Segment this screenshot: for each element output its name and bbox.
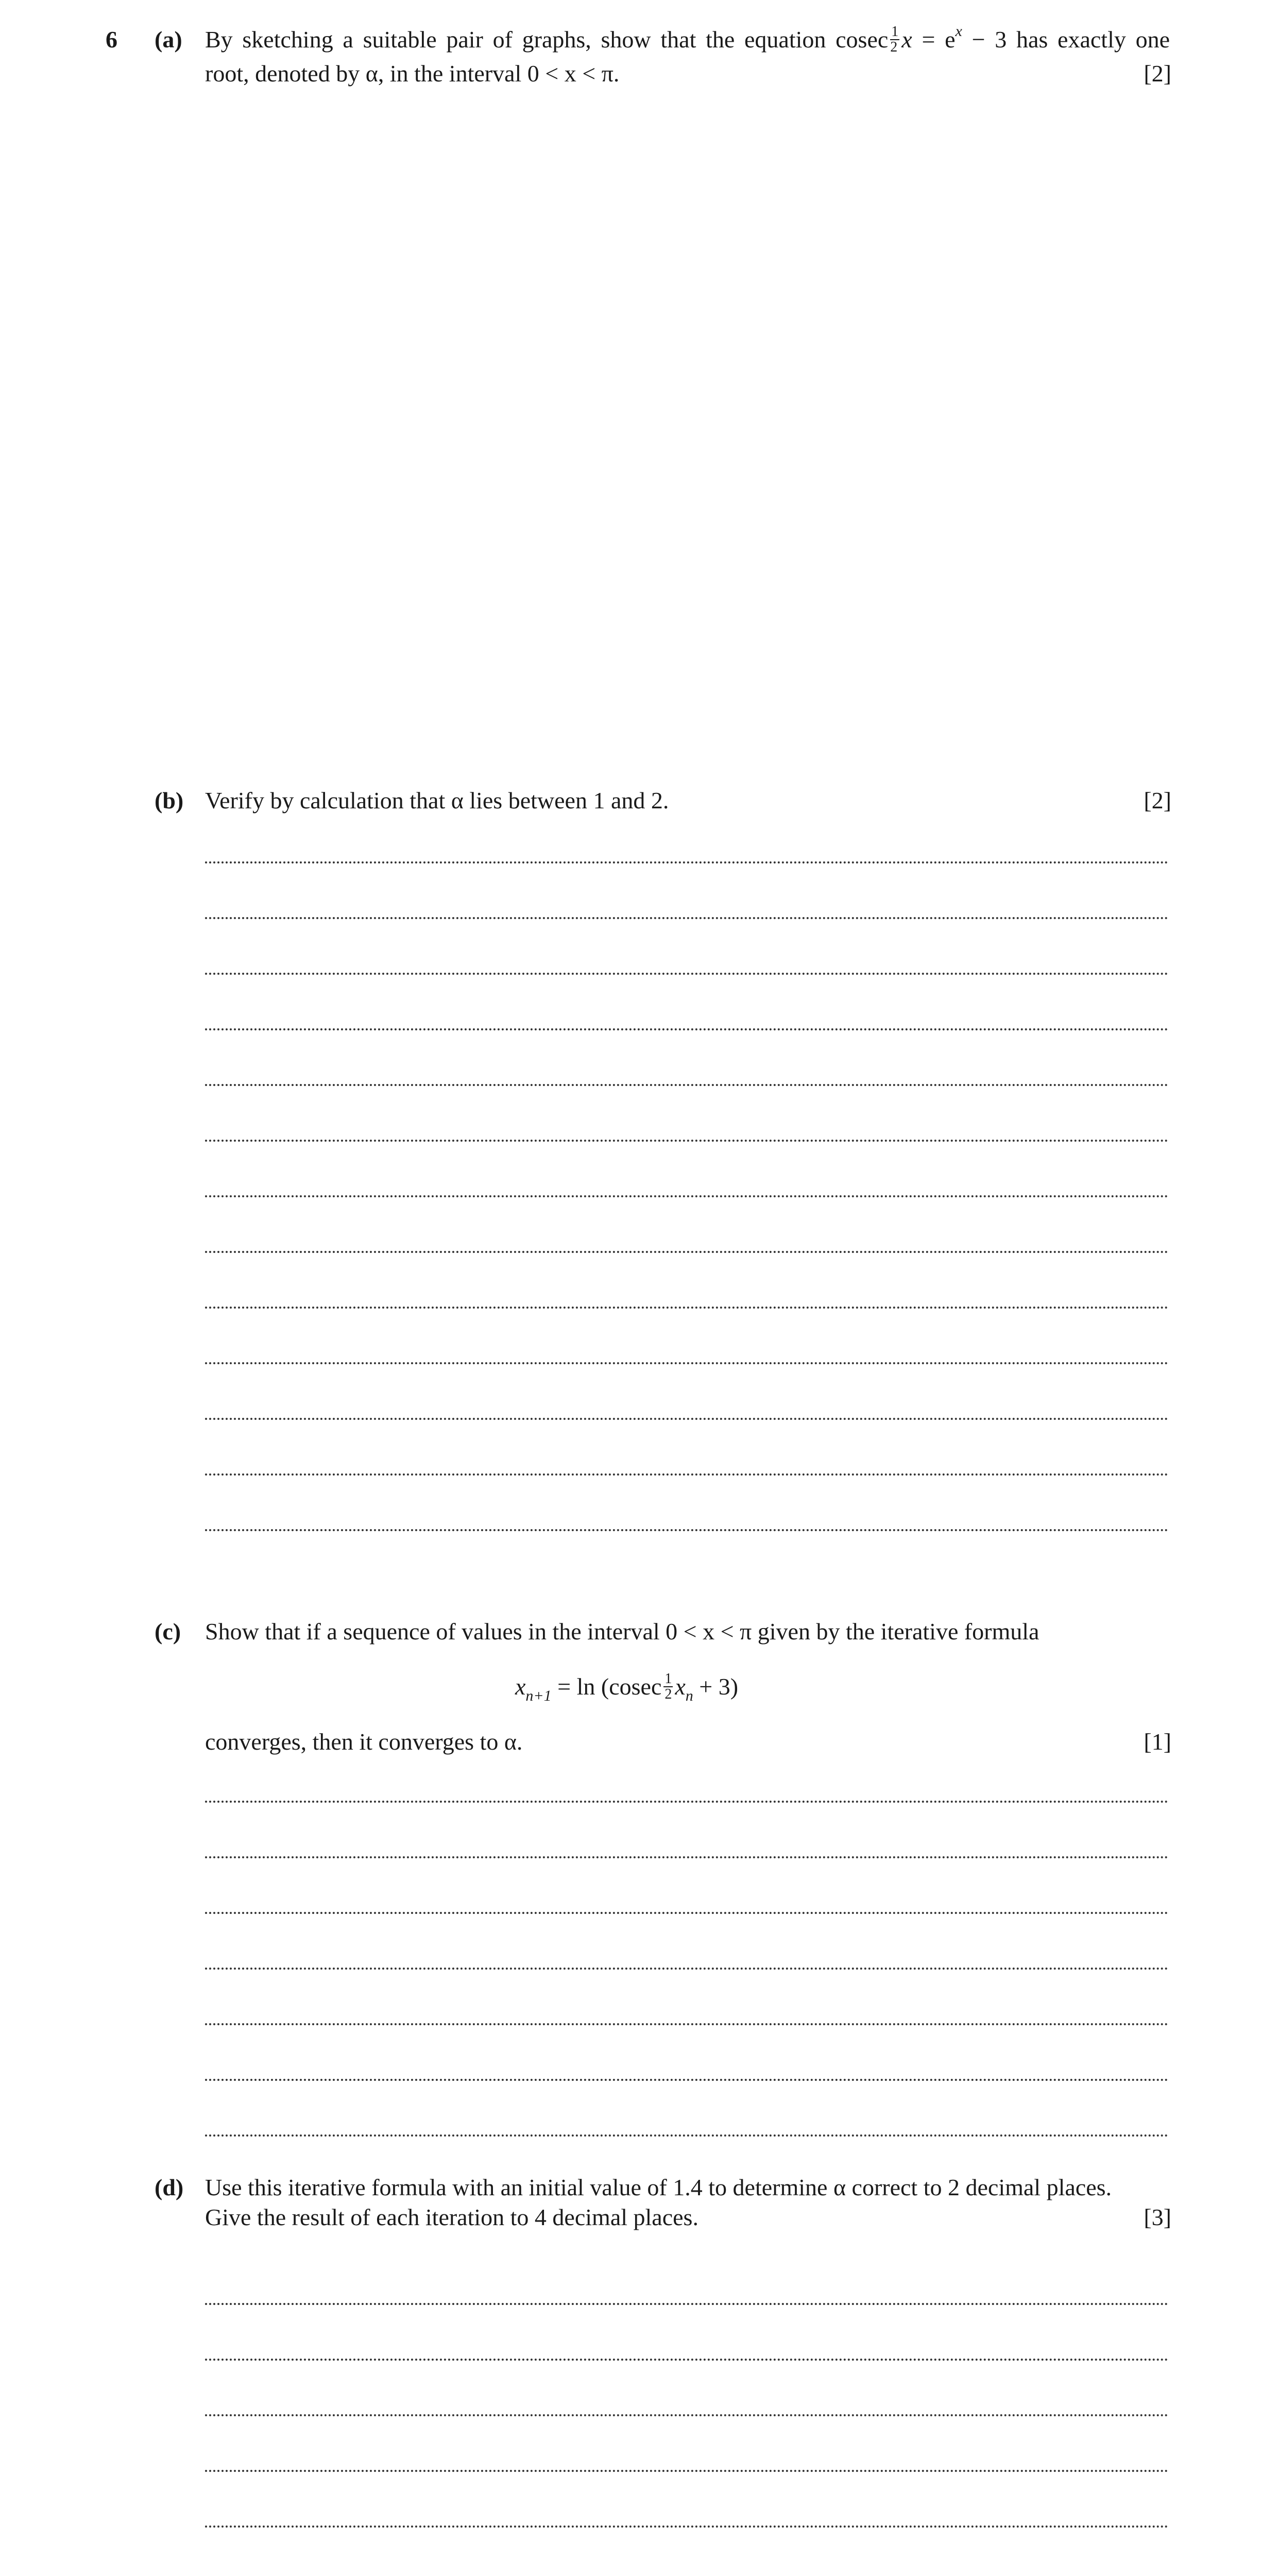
part-a-text-line2: root, denoted by α, in the interval 0 < x < π. — [205, 60, 620, 87]
answer-line[interactable] — [205, 1028, 1168, 1030]
answer-line[interactable] — [205, 2303, 1168, 2305]
part-b-label: (b) — [155, 787, 184, 814]
answer-line[interactable] — [205, 2023, 1168, 2025]
part-b-text: Verify by calculation that α lies between 1 and 2. — [205, 787, 669, 814]
answer-line[interactable] — [205, 2414, 1168, 2416]
part-d-label: (d) — [155, 2174, 184, 2200]
answer-line[interactable] — [205, 2079, 1168, 2081]
half-fraction: $\frac{1}{2}$ — [890, 24, 899, 56]
part-c-marks: [1] — [1144, 1728, 1171, 1755]
question-number: 6 — [106, 26, 117, 53]
answer-line[interactable] — [205, 1362, 1168, 1364]
answer-line[interactable] — [205, 861, 1168, 863]
part-b-marks: [2] — [1144, 787, 1171, 814]
part-a-text-line1: By sketching a suitable pair of graphs, show that the equation cosec $\frac{1}{2}$ $x = e^x - 3$ has exactly one — [205, 23, 1170, 56]
answer-line[interactable] — [205, 2470, 1168, 2472]
part-d-marks: [3] — [1144, 2204, 1171, 2230]
part-d-text-line1: Use this iterative formula with an initial value of 1.4 to determine α correct to 2 decimal places. — [205, 2174, 1112, 2200]
answer-line[interactable] — [205, 1084, 1168, 1086]
answer-line[interactable] — [205, 2359, 1168, 2361]
answer-line[interactable] — [205, 1251, 1168, 1253]
part-c-text2: converges, then it converges to α. — [205, 1728, 523, 1755]
part-c-text: Show that if a sequence of values in the interval 0 < x < π given by the iterative formula — [205, 1618, 1040, 1645]
answer-line[interactable] — [205, 1140, 1168, 1142]
answer-line[interactable] — [205, 1418, 1168, 1420]
part-d-text-line2: Give the result of each iteration to 4 decimal places. — [205, 2204, 698, 2230]
answer-line[interactable] — [205, 1473, 1168, 1476]
answer-line[interactable] — [205, 1307, 1168, 1309]
half-fraction: $\frac{1}{2}$ — [664, 1671, 672, 1703]
iterative-formula: $x_{n+1} = \ln (cosec$ $\frac{1}{2}$ $x_n + 3$) — [515, 1671, 739, 1704]
answer-line[interactable] — [205, 2134, 1168, 2137]
answer-line[interactable] — [205, 1968, 1168, 1970]
answer-line[interactable] — [205, 1529, 1168, 1531]
part-c-label: (c) — [155, 1618, 181, 1645]
answer-line[interactable] — [205, 1912, 1168, 1914]
answer-line[interactable] — [205, 2526, 1168, 2528]
answer-line[interactable] — [205, 1856, 1168, 1858]
answer-line[interactable] — [205, 917, 1168, 919]
answer-line[interactable] — [205, 973, 1168, 975]
part-a-label: (a) — [155, 26, 182, 53]
answer-line[interactable] — [205, 1801, 1168, 1803]
answer-line[interactable] — [205, 1195, 1168, 1197]
part-a-marks: [2] — [1144, 60, 1171, 87]
